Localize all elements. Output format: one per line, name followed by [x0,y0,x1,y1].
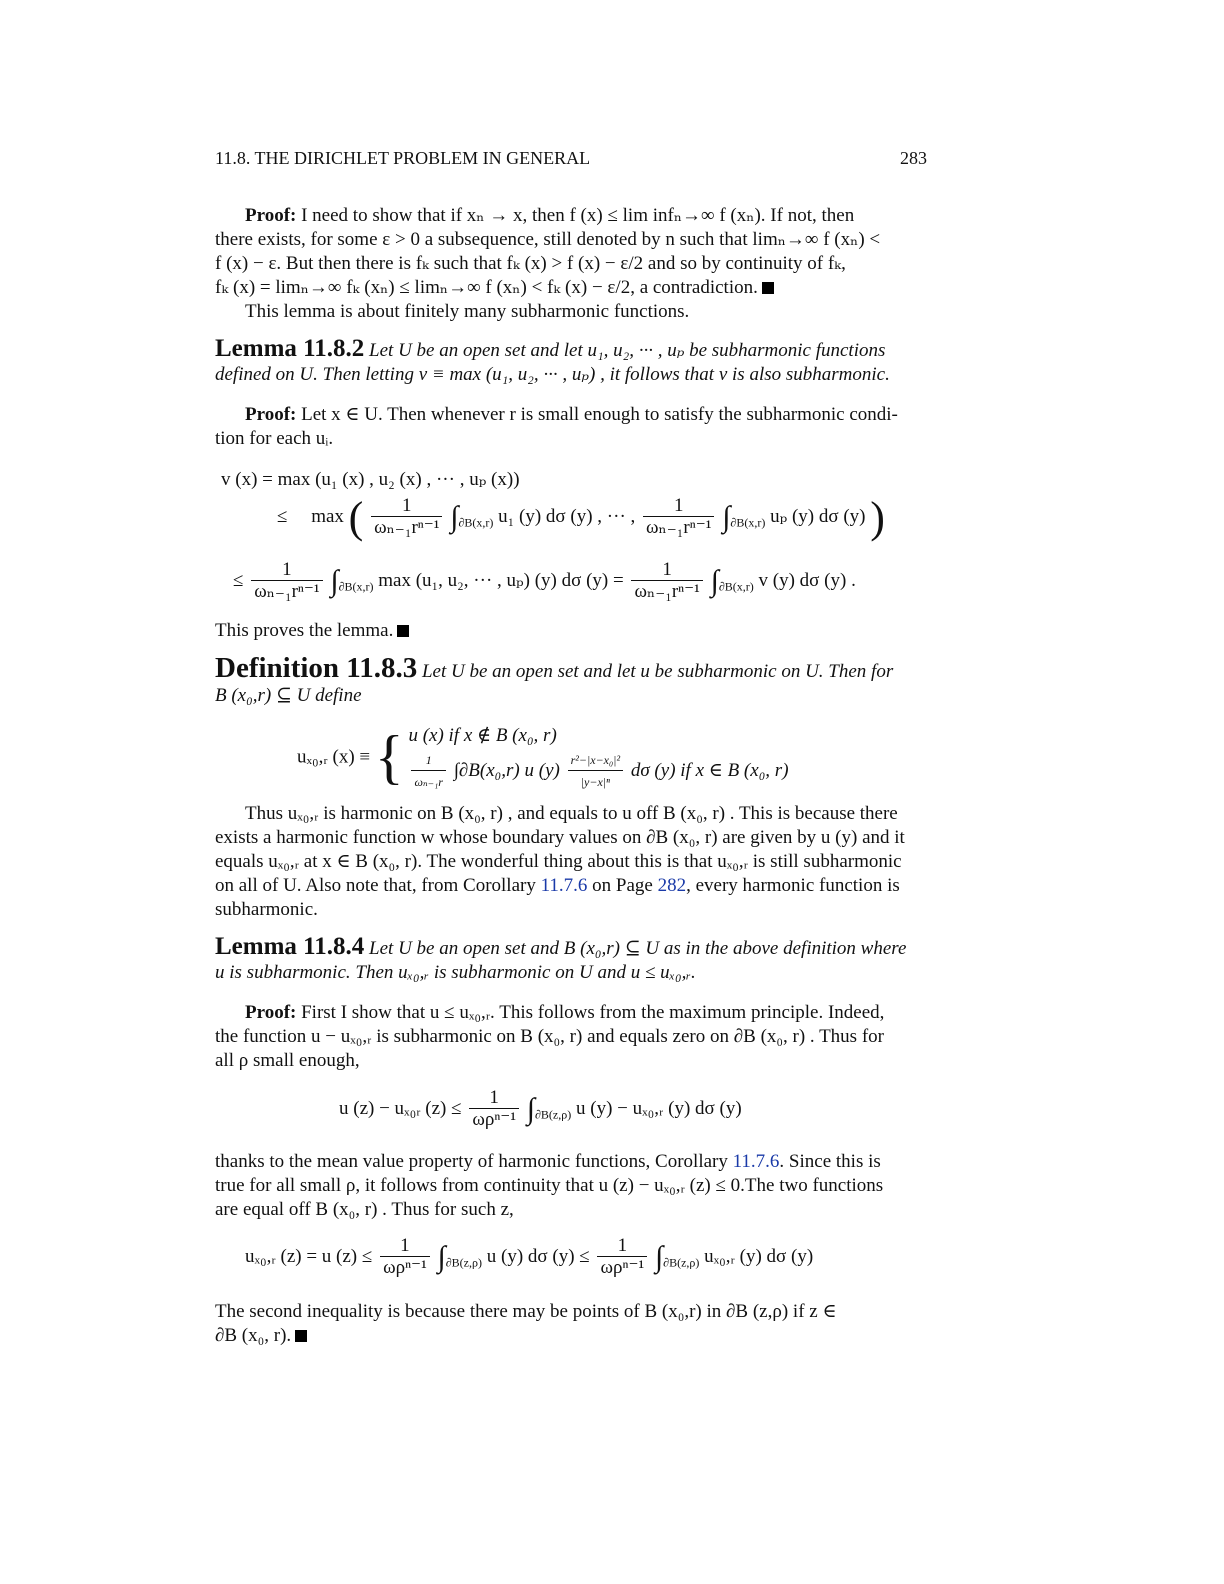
kernel-denominator: |y−x|ⁿ [580,775,610,789]
thus-line-5: subharmonic. [215,899,318,920]
second-line-2: ∂B (x₀, r). [215,1325,292,1346]
fraction-numerator: 1 [371,496,442,517]
proof-4-line-2: the function u − uₓ₀,ᵣ is subharmonic on B (x₀, r) and equals zero on ∂B (x₀, r) . Thus for [215,1026,884,1047]
proof-label: Proof: [245,205,297,226]
thus-line-2: exists a harmonic function w whose boundary values on ∂B (x₀, r) are given by u (y) and it [215,827,905,848]
thus-line-4c: , every harmonic function is [686,875,900,896]
integral-domain: ∂B(z,ρ) [535,1107,572,1122]
kernel-numerator: r²−|x−x₀|² [568,750,623,771]
thanks-line-1b: . Since this is [779,1151,881,1172]
thus-line-1: Thus uₓ₀,ᵣ is harmonic on B (x₀, r) , and equals to u off B (x₀, r) . This is because there [245,803,898,824]
proof-1-line-4: fₖ (x) = limₙ→∞ fₖ (xₙ) ≤ limₙ→∞ f (xₙ) < fₖ (x) − ε/2, a contradiction. [215,277,758,298]
qed-icon [762,282,774,294]
corollary-link[interactable]: 11.7.6 [732,1151,780,1172]
fraction-numerator: 1 [631,560,702,581]
integral-domain: ∂B(x,r) [718,579,754,594]
case-2-tail: dσ (y) if x ∈ B (x₀, r) [630,759,789,781]
thus-line-4a: on all of U. Also note that, from Corollary [215,875,541,896]
proof-label: Proof: [245,404,297,425]
lemma-heading: Lemma 11.8.4 [215,933,365,960]
qed-icon [397,625,409,637]
fraction-numerator: 1 [380,1236,430,1257]
lemma-line-1: Let U be an open set and let u₁, u₂, ··· , uₚ be subharmonic functions [369,340,886,361]
equation-4: uₓ₀,ᵣ (z) = u (z) ≤ $\frac{1}{\text{ωρⁿ⁻¹}}$ $\int_{\partial B(z,\rho)}$ u (y) dσ (y) ≤ $\frac{1}{\text{ωρⁿ⁻¹}}$ $\int_{\partial B(z,\rho)}$ uₓ₀,ᵣ (y) dσ (y) [245,1235,814,1278]
lemma-11-8-4 [215,935,927,985]
fraction-denominator: ωₙ₋₁rⁿ⁻¹ [374,517,440,538]
case-2-denominator: ωₙ₋₁r [414,775,443,789]
leq-symbol: ≤ [277,505,288,527]
thus-paragraph [215,802,927,922]
proof-4-line-3: all ρ small enough, [215,1050,360,1071]
fraction-denominator: ωρⁿ⁻¹ [472,1109,517,1130]
max-operator: max [311,505,344,527]
second-line-1: The second inequality is because there may be points of B (x₀,r) in ∂B (z,ρ) if z ∈ [215,1301,837,1322]
fraction-numerator: 1 [597,1236,647,1257]
second-paragraph [215,1300,927,1348]
equation-2: uₓ₀,ᵣ (x) ≡ { u (x) if x ∉ B (x₀, r) $\frac{1}{\text{ωₙ₋₁r}}$ ∫∂B(x₀,r) u (y) $\frac{\text{r²−|x−x₀|²}}{\text{|y−x|ⁿ}}$ dσ (y) if x ∈ B (x₀, r) [297,722,789,793]
equation-1-row-3: ≤ $\frac{1}{\text{ωₙ₋₁rⁿ⁻¹}}$ $\int_{\partial B(x,r)}$ max (u₁, u₂, ··· , uₚ) (y) dσ (y) = $\frac{1}{\text{ωₙ₋₁rⁿ⁻¹}}$ $\int_{\partial B(x,r)}$ v (y) dσ (y) . [233,559,856,602]
thanks-paragraph [215,1150,927,1222]
definition-heading: Definition 11.8.3 [215,652,418,684]
fraction-numerator: 1 [469,1088,519,1109]
equation-4-rhs: uₓ₀,ᵣ (y) dσ (y) [704,1245,814,1267]
proof-1-line-3: f (x) − ε. But then there is fₖ such that fₖ (x) > f (x) − ε/2 and so by continuity of fₖ, [215,253,846,274]
lemma-11-8-2 [215,337,927,387]
equation-4-lhs: uₓ₀,ᵣ (z) = u (z) ≤ [245,1245,373,1267]
thanks-line-2: true for all small ρ, it follows from continuity that u (z) − uₓ₀,ᵣ (z) ≤ 0.The two functions [215,1175,884,1196]
page-link[interactable]: 282 [657,875,687,896]
lemma-line-2: defined on U. Then letting v ≡ max (u₁, u₂, ··· , uₚ) , it follows that v is also subharmonic. [215,364,890,385]
case-1: u (x) if x ∉ B (x₀, r) [408,725,557,746]
equation-3-rhs: u (y) − uₓ₀,ᵣ (y) dσ (y) [576,1097,742,1119]
corollary-link[interactable]: 11.7.6 [540,875,588,896]
definition-11-8-3 [215,652,927,708]
definition-line-1: Let U be an open set and let u be subharmonic on U. Then for [421,661,894,682]
fraction-denominator: ωₙ₋₁rⁿ⁻¹ [254,581,320,602]
integrand-u1: u₁ (y) dσ (y) , ··· , [498,505,636,527]
proof-4-line-1: First I show that u ≤ uₓ₀,ᵣ. This follows from the maximum principle. Indeed, [301,1002,885,1023]
lemma-4-line-1: Let U be an open set and B (x₀,r) ⊆ U as in the above definition where [369,938,907,959]
proof-label: Proof: [245,1002,297,1023]
integral-domain: ∂B(x,r) [458,515,494,530]
fraction-denominator: ωₙ₋₁rⁿ⁻¹ [646,517,712,538]
proof-1-line-1: I need to show that if xₙ → x, then f (x) ≤ lim infₙ→∞ f (xₙ). If not, then [301,205,855,226]
thanks-line-1a: thanks to the mean value property of harmonic functions, Corollary [215,1151,733,1172]
thus-line-4b: on Page [587,875,658,896]
integrand-up: uₚ (y) dσ (y) [770,505,866,527]
lemma-heading: Lemma 11.8.2 [215,335,365,362]
fraction-denominator: ωρⁿ⁻¹ [600,1257,645,1278]
fraction-denominator: ωρⁿ⁻¹ [383,1257,427,1278]
case-2-integral: ∫∂B(x₀,r) u (y) [453,759,560,781]
proof-2-line-2: tion for each uᵢ. [215,428,334,449]
thanks-line-3: are equal off B (x₀, r) . Thus for such z, [215,1199,514,1220]
fraction-numerator: 1 [643,496,714,517]
page-number: 283 [900,148,927,168]
integral-domain: ∂B(z,ρ) [663,1255,700,1270]
proof-2 [215,403,927,451]
proves-lemma [215,619,927,643]
case-2-numerator: 1 [411,750,446,771]
thus-line-3: equals uₓ₀,ᵣ at x ∈ B (x₀, r). The wonderful thing about this is that uₓ₀,ᵣ is still subharmonic [215,851,902,872]
integral-domain: ∂B(x,r) [338,579,374,594]
equation-3-lhs: u (z) − uₓ₀ᵣ (z) ≤ [339,1097,462,1119]
equation-1-row-2: ≤ max ( $\frac{1}{\text{ωₙ₋₁rⁿ⁻¹}}$ $\int_{\partial B(x,r)}$ u₁ (y) dσ (y) , ··· , $\frac{1}{\text{ωₙ₋₁rⁿ⁻¹}}$ $\int_{\partial B(x,r)}$ uₚ (y) dσ (y) ) [277,493,885,542]
proof-2-line-1: Let x ∈ U. Then whenever r is small enough to satisfy the subharmonic condi- [301,404,898,425]
integral-domain: ∂B(z,ρ) [445,1255,482,1270]
lemma-4-line-2: u is subharmonic. Then uₓ₀,ᵣ is subharmonic on U and u ≤ uₓ₀,ᵣ. [215,962,696,983]
definition-line-2: B (x₀,r) ⊆ U define [215,685,362,706]
integrand-v: v (y) dσ (y) . [758,569,856,591]
equation-3: u (z) − uₓ₀ᵣ (z) ≤ $\frac{1}{\text{ωρⁿ⁻¹}}$ $\int_{\partial B(z,\rho)}$ u (y) − uₓ₀,ᵣ (y) dσ (y) [339,1087,742,1130]
qed-icon [295,1330,307,1342]
proves-text: This proves the lemma. [215,620,394,641]
equation-4-middle: u (y) dσ (y) ≤ [486,1245,590,1267]
equation-1-row-1: v (x) = max (u₁ (x) , u₂ (x) , ··· , uₚ (x)) [221,469,520,490]
equation-2-lhs: uₓ₀,ᵣ (x) ≡ [297,746,371,768]
integrand-max: max (u₁, u₂, ··· , uₚ) (y) dσ (y) = [378,569,624,591]
header-title: 11.8. THE DIRICHLET PROBLEM IN GENERAL [215,148,591,168]
running-header [215,148,927,169]
fraction-denominator: ωₙ₋₁rⁿ⁻¹ [634,581,700,602]
finitely-sentence: This lemma is about finitely many subharmonic functions. [245,301,690,322]
proof-4 [215,1001,927,1073]
fraction-numerator: 1 [251,560,322,581]
proof-1-line-2: there exists, for some ε > 0 a subsequence, still denoted by n such that limₙ→∞ f (xₙ) < [215,229,881,250]
integral-domain: ∂B(x,r) [730,515,766,530]
leq-symbol: ≤ [233,569,244,591]
proof-1 [215,204,927,324]
